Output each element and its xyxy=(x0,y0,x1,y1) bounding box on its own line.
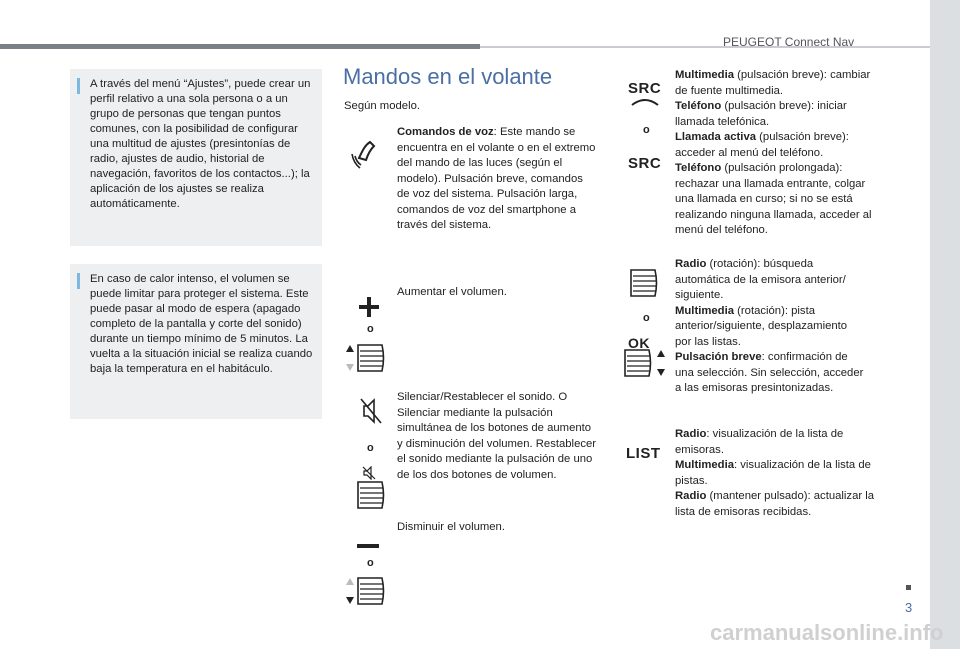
thumbwheel-updown-icon xyxy=(623,348,667,378)
watermark: carmanualsonline.info xyxy=(710,620,944,645)
list-label: LIST xyxy=(626,445,661,462)
thumbwheel-up-icon xyxy=(346,343,386,373)
volume-up-description: Aumentar el volumen. xyxy=(397,286,507,298)
voice-command-icon xyxy=(350,136,384,170)
page-edge-strip xyxy=(930,0,960,649)
info-note-heat xyxy=(70,264,322,419)
info-marker-icon xyxy=(77,78,80,94)
wheel-description: Radio (rotación): búsqueda automática de la emisora anterior/ siguiente. Multimedia (rotación): pista anterior/siguiente, desplazamiento por las listas. Pulsación breve: confirmación de una selección. Sin selección, acceder a las emisoras presintonizadas. xyxy=(675,258,864,394)
or-label: o xyxy=(367,557,374,569)
volume-down-description: Disminuir el volumen. xyxy=(397,521,505,533)
or-label: o xyxy=(367,442,374,454)
section-title: Mandos en el volante xyxy=(343,64,553,89)
voice-command-description: Comandos de voz: Este mando se encuentra en el volante o en el extremo del mando de las luces (según el modelo). Pulsación breve, comandos de voz del sistema. Pulsación larga, comandos de voz del smartphone a través del sistema. xyxy=(397,126,596,231)
src-label: SRC xyxy=(628,80,662,97)
info-marker-icon xyxy=(77,273,80,289)
top-rule-dark xyxy=(0,44,480,49)
plus-icon xyxy=(358,296,380,318)
mute-small-icon xyxy=(362,466,376,480)
note-text: En caso de calor intenso, el volumen se puede limitar para proteger el sistema. Este puede pasar al modo de espera (apagado completo de la pantalla y corte del sonido) durante un tiempo mínimo de 5 minutos. La vuelta a la situación inicial se realiza cuando baja la temperatura en el habitáculo. xyxy=(90,273,313,375)
continue-marker xyxy=(906,585,911,590)
section-subtitle: Según modelo. xyxy=(344,100,420,112)
list-description: Radio: visualización de la lista de emisoras. Multimedia: visualización de la lista de pistas. Radio (mantener pulsado): actualizar la lista de emisoras recibidas. xyxy=(675,428,875,518)
thumbwheel-icon xyxy=(625,268,659,298)
src-label: SRC xyxy=(628,155,662,172)
thumbwheel-icon xyxy=(352,480,386,510)
mute-description: Silenciar/Restablecer el sonido. O Silenciar mediante la pulsación simultánea de los botones de aumento y disminución del volumen. Restablecer el sonido mediante la pulsación de uno de los dos botones de volumen. xyxy=(397,391,597,481)
info-note-profiles xyxy=(70,69,322,246)
ok-label: OK xyxy=(628,335,650,351)
or-label: o xyxy=(643,124,650,136)
thumbwheel-down-icon xyxy=(346,576,386,606)
top-rule-light xyxy=(480,46,930,48)
note-text: A través del menú “Ajustes”, puede crear un perfil relativo a una sola persona o a un grupo de personas que tengan puntos comunes, con la posibilidad de configurar una multitud de ajustes (presintonías de radio, ajustes de audio, historial de navegación, favoritos de los contactos...); la aplicación de los ajustes se realiza automáticamente. xyxy=(90,78,311,210)
phone-hangup-icon xyxy=(630,97,660,107)
minus-icon xyxy=(357,543,379,549)
page-number: 3 xyxy=(905,600,913,615)
or-label: o xyxy=(643,312,650,324)
src-description: Multimedia (pulsación breve): cambiar de fuente multimedia. Teléfono (pulsación breve): iniciar llamada telefónica. Llamada activa (pulsación breve): acceder al menú del teléfono. Teléfono (pulsación prolongada): rechazar una llamada entrante, colgar una llamada en curso; si no se está realizando ninguna llamada, acceder al menú del teléfono. xyxy=(675,69,872,236)
mute-icon xyxy=(360,398,382,424)
page-header: PEUGEOT Connect Nav xyxy=(723,35,855,49)
or-label: o xyxy=(367,323,374,335)
